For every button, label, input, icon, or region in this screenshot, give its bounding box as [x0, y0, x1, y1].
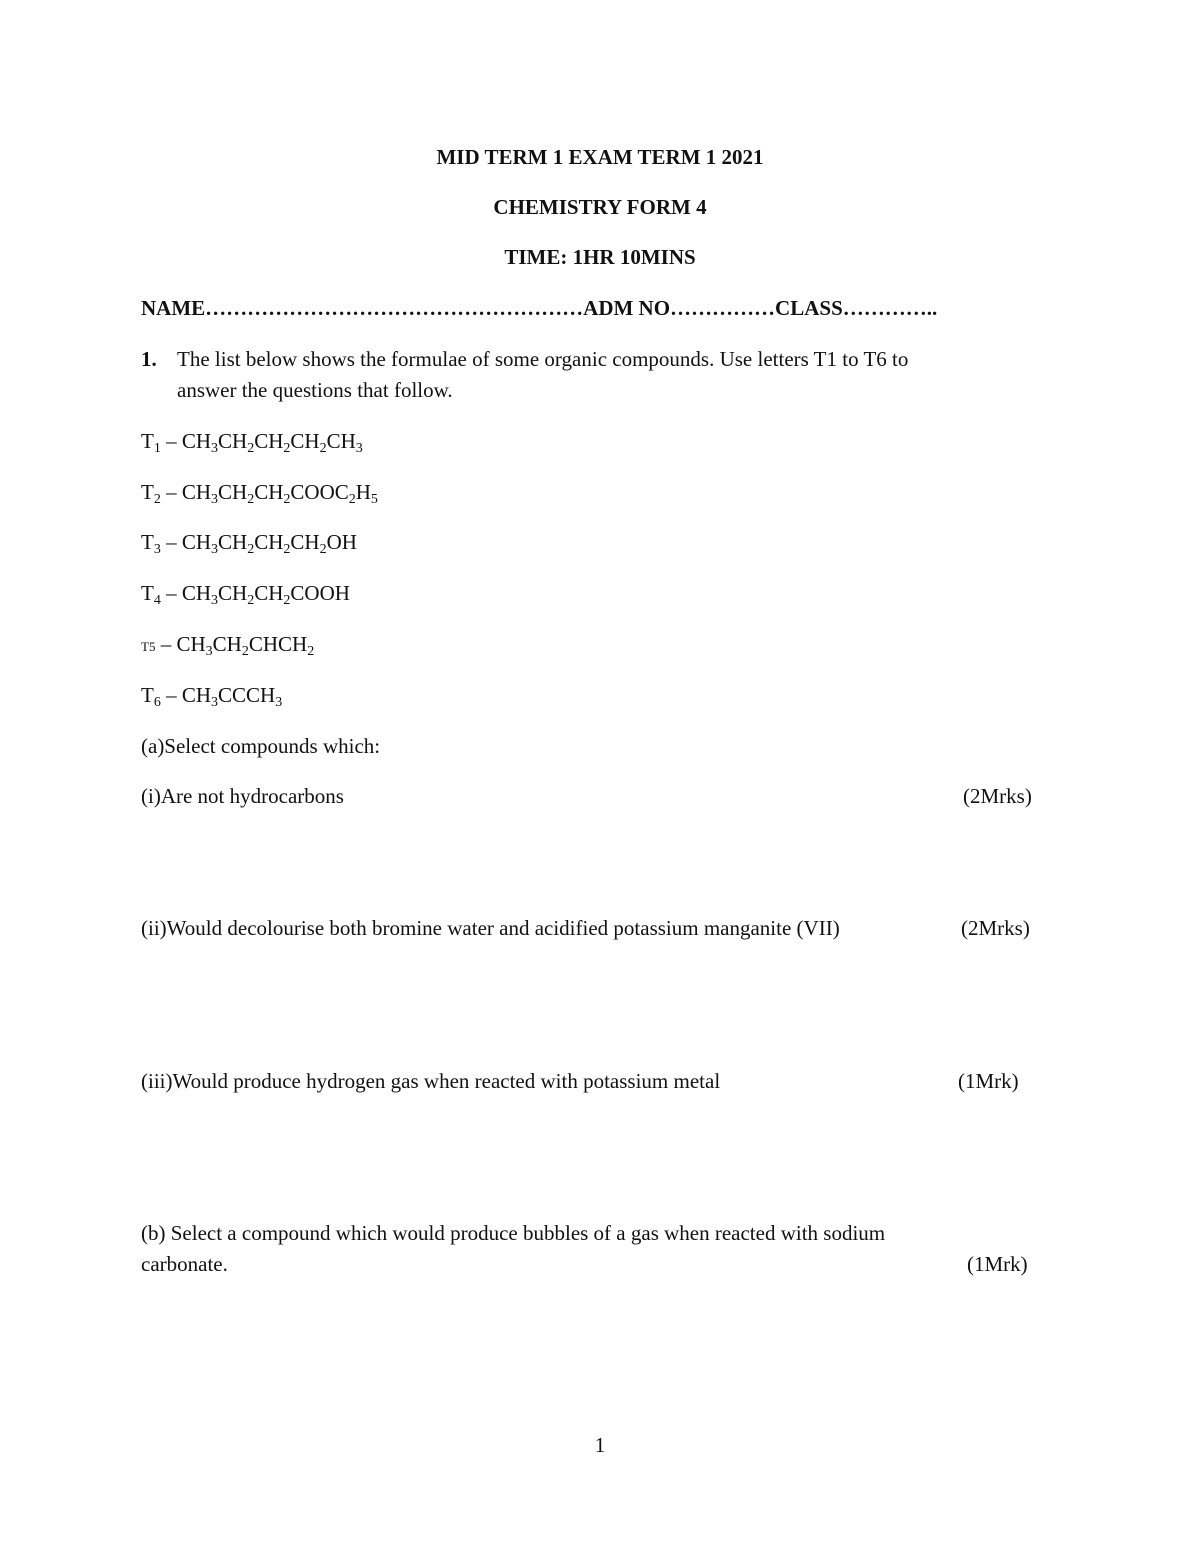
question-stem-line-1: The list below shows the formulae of some organic compounds. Use letters T1 to T6 to [177, 347, 909, 371]
compound-label: $T_1$ [141, 429, 161, 456]
student-info-fields: NAME………………………………………………ADM NO……………CLASS………….. [141, 296, 938, 320]
compound-dash: – [160, 581, 182, 605]
part-a-heading: (a)Select compounds which: [141, 734, 381, 758]
part-a-iii-marks: (1Mrk) [958, 1069, 1019, 1093]
compound-label: $T_4$ [141, 581, 161, 608]
compound-formula: $CH_3CH_2CH_2CH_2CH_3$ [181, 429, 363, 456]
compound-row [141, 479, 378, 505]
compound-dash: – [160, 683, 182, 707]
part-a-iii-text: (iii)Would produce hydrogen gas when reacted with potassium metal [141, 1069, 721, 1093]
compound-dash: – [160, 480, 182, 504]
compound-dash: – [160, 429, 182, 453]
compound-label: $T_2$ [141, 480, 161, 507]
part-b-line-2: carbonate. [141, 1252, 228, 1276]
compound-row [141, 682, 282, 708]
compound-row [141, 580, 350, 606]
compound-row [141, 631, 314, 660]
exam-title: MID TERM 1 EXAM TERM 1 2021 [436, 145, 764, 169]
compound-formula: $CH_3CH_2CHCH_2$ [176, 632, 315, 659]
part-a-ii-text: (ii)Would decolourise both bromine water and acidified potassium manganite (VII) [141, 916, 840, 940]
compound-dash: – [160, 530, 182, 554]
compound-row [141, 428, 363, 454]
question-number: 1. [141, 347, 157, 371]
subject-title: CHEMISTRY FORM 4 [493, 195, 707, 219]
compound-label: $T_3$ [141, 530, 161, 557]
part-a-i-marks: (2Mrks) [963, 784, 1032, 808]
page-number: 1 [594, 1433, 606, 1457]
compound-row [141, 529, 357, 555]
question-stem-line-2: answer the questions that follow. [177, 378, 453, 402]
compound-dash: – [155, 632, 177, 656]
part-a-i-text: (i)Are not hydrocarbons [141, 784, 344, 808]
compound-formula: $CH_3CH_2CH_2COOC_2H_5$ [181, 480, 378, 507]
part-b-marks: (1Mrk) [967, 1252, 1028, 1276]
compound-formula: $CH_3CH_2CH_2CH_2OH$ [181, 530, 357, 557]
compound-formula: $CH_3CCCH_3$ [181, 683, 283, 710]
compound-label: $T_6$ [141, 683, 161, 710]
exam-duration: TIME: 1HR 10MINS [504, 245, 696, 269]
compound-formula: $CH_3CH_2CH_2COOH$ [181, 581, 350, 608]
part-a-ii-marks: (2Mrks) [961, 916, 1030, 940]
part-b-line-1: (b) Select a compound which would produce bubbles of a gas when reacted with sodium [141, 1221, 886, 1245]
compound-label: T5 [141, 639, 156, 654]
